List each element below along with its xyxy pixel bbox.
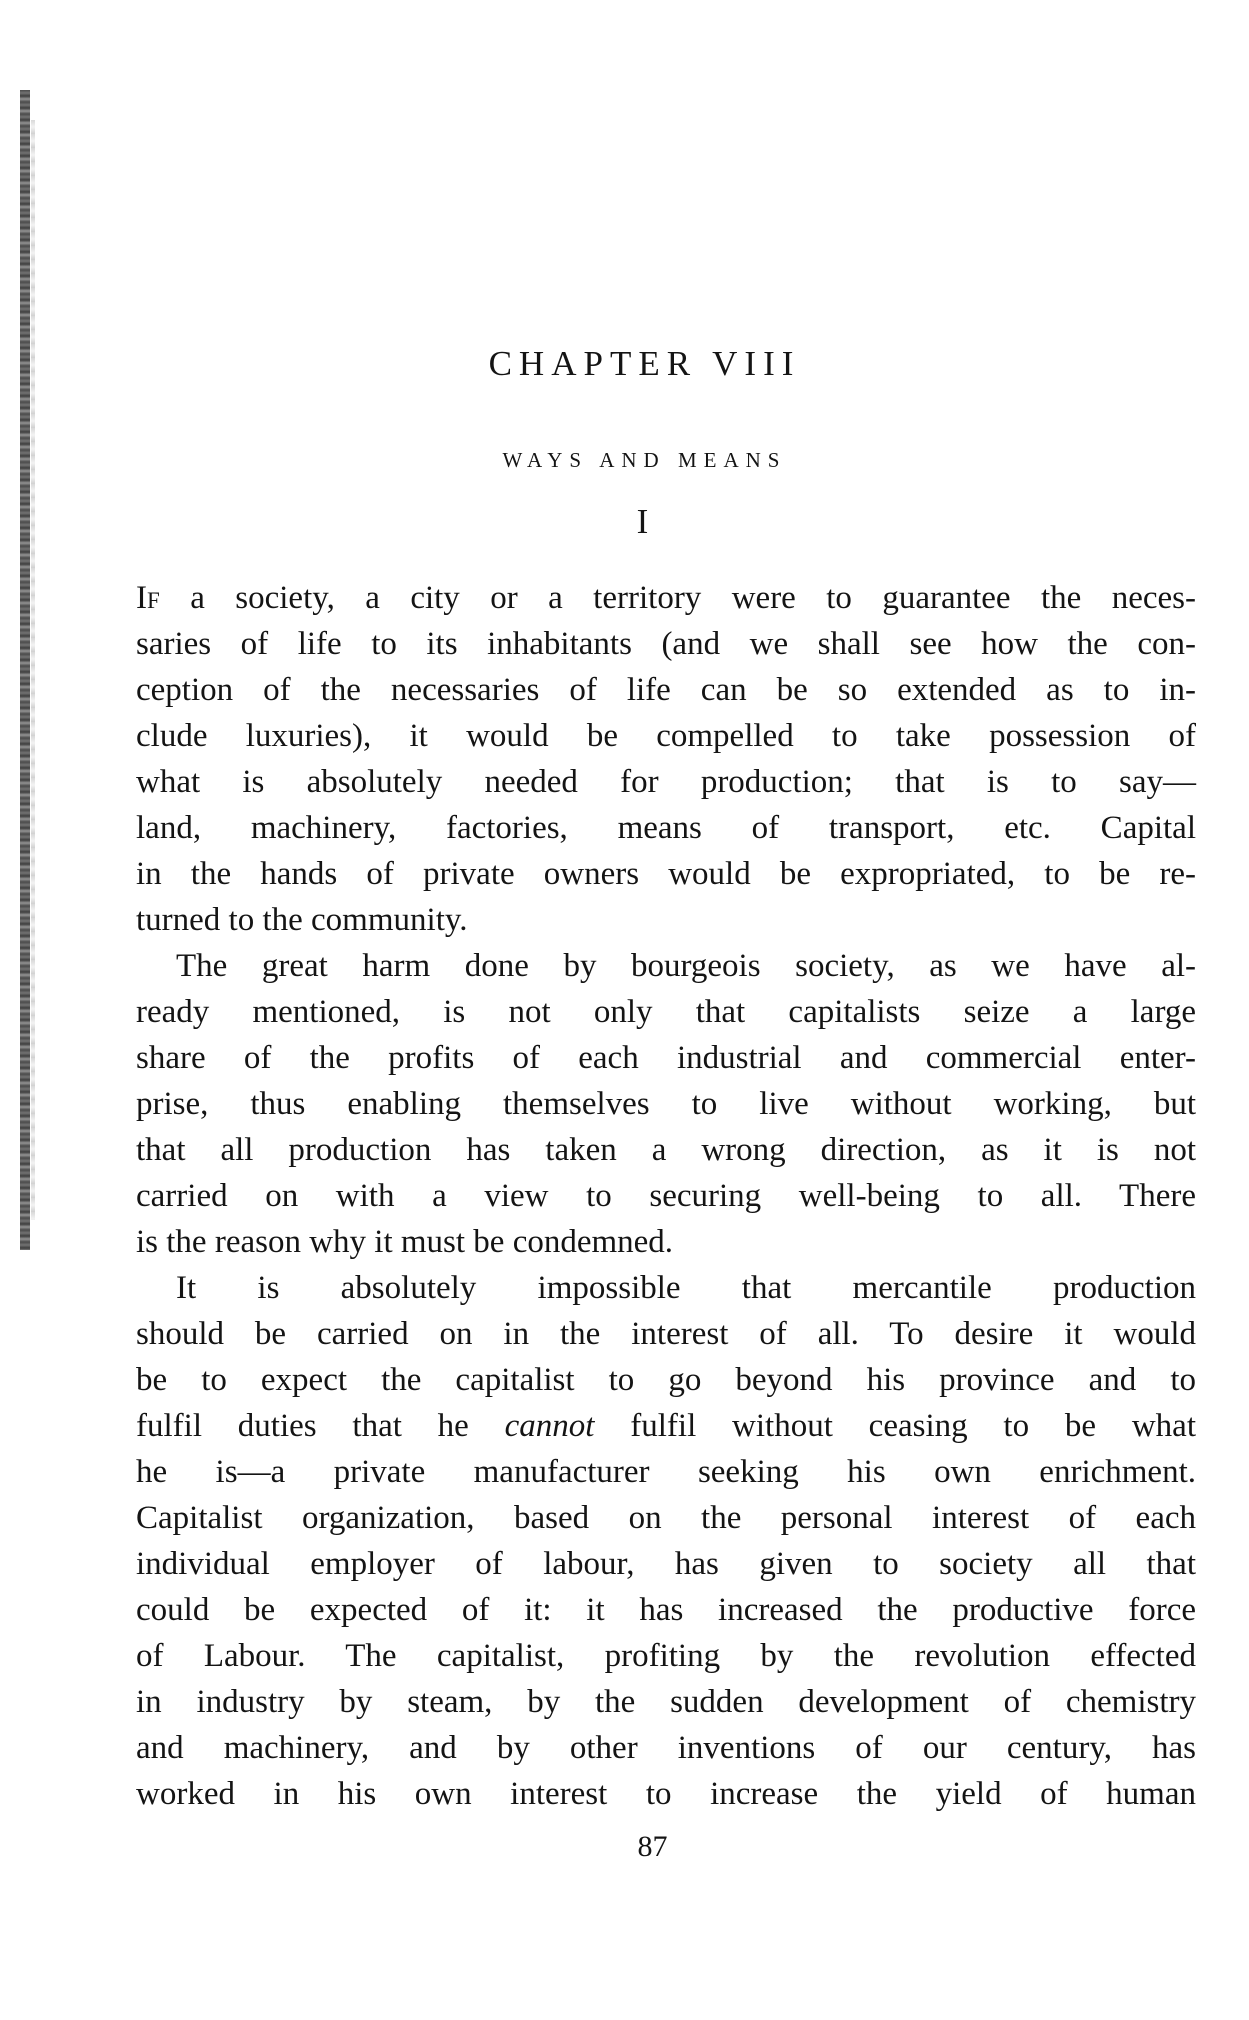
page-binding-shadow xyxy=(31,120,35,1220)
text-line: be to expect the capitalist to go beyond his province and to xyxy=(136,1362,1196,1398)
text-line: clude luxuries), it would be compelled to take possession of xyxy=(136,718,1196,754)
text-line: in industry by steam, by the sudden development of chemistry xyxy=(136,1684,1196,1720)
text-line: of Labour. The capitalist, profiting by the revolution effected xyxy=(136,1638,1196,1674)
text-line xyxy=(136,1403,1196,1449)
chapter-title: CHAPTER VIII xyxy=(488,344,801,383)
paragraph-2 xyxy=(136,943,1196,1265)
text-line: ception of the necessaries of life can be so extended as to in- xyxy=(136,672,1196,708)
text-line: worked in his own interest to increase the yield of human xyxy=(136,1776,1196,1812)
text-line: The great harm done by bourgeois society, as we have al- xyxy=(176,948,1196,984)
section-number: I xyxy=(636,502,649,541)
line-text: fulfil duties that he xyxy=(136,1408,505,1444)
text-line: turned to the community. xyxy=(136,902,468,938)
page-binding-edge xyxy=(20,90,30,1250)
text-line: that all production has taken a wrong direction, as it is not xyxy=(136,1132,1196,1168)
text-line: should be carried on in the interest of all. To desire it would xyxy=(136,1316,1196,1352)
body-text xyxy=(136,575,1196,1817)
text-line: what is absolutely needed for production; that is to say— xyxy=(136,764,1196,800)
line-text: fulfil without ceasing to be what xyxy=(594,1408,1196,1444)
text-line: share of the profits of each industrial and commercial enter- xyxy=(136,1040,1196,1076)
text-line: ready mentioned, is not only that capitalists seize a large xyxy=(136,994,1196,1030)
text-line: is the reason why it must be condemned. xyxy=(136,1224,674,1260)
emphasized-word: cannot xyxy=(504,1408,595,1444)
text-line: prise, thus enabling themselves to live without working, but xyxy=(136,1086,1196,1122)
text-line: in the hands of private owners would be expropriated, to be re- xyxy=(136,856,1196,892)
page-number: 87 xyxy=(637,1830,668,1863)
paragraph-3 xyxy=(136,1265,1196,1817)
text-line: It is absolutely impossible that mercantile production xyxy=(176,1270,1196,1306)
text-line: saries of life to its inhabitants (and we shall see how the con- xyxy=(136,626,1196,662)
text-line xyxy=(136,575,1196,621)
paragraph-1 xyxy=(136,575,1196,943)
text-line: he is—a private manufacturer seeking his own enrichment. xyxy=(136,1454,1196,1490)
text-line: Capitalist organization, based on the personal interest of each xyxy=(136,1500,1196,1536)
lead-in-word: If xyxy=(136,580,160,616)
text-line: and machinery, and by other inventions of our century, has xyxy=(136,1730,1196,1766)
chapter-subtitle: WAYS AND MEANS xyxy=(502,448,787,472)
text-line: land, machinery, factories, means of transport, etc. Capital xyxy=(136,810,1196,846)
line-text: a society, a city or a territory were to guarantee the neces- xyxy=(159,580,1196,616)
text-line: carried on with a view to securing well-being to all. There xyxy=(136,1178,1196,1214)
text-line: could be expected of it: it has increased the productive force xyxy=(136,1592,1196,1628)
text-line: individual employer of labour, has given to society all that xyxy=(136,1546,1196,1582)
